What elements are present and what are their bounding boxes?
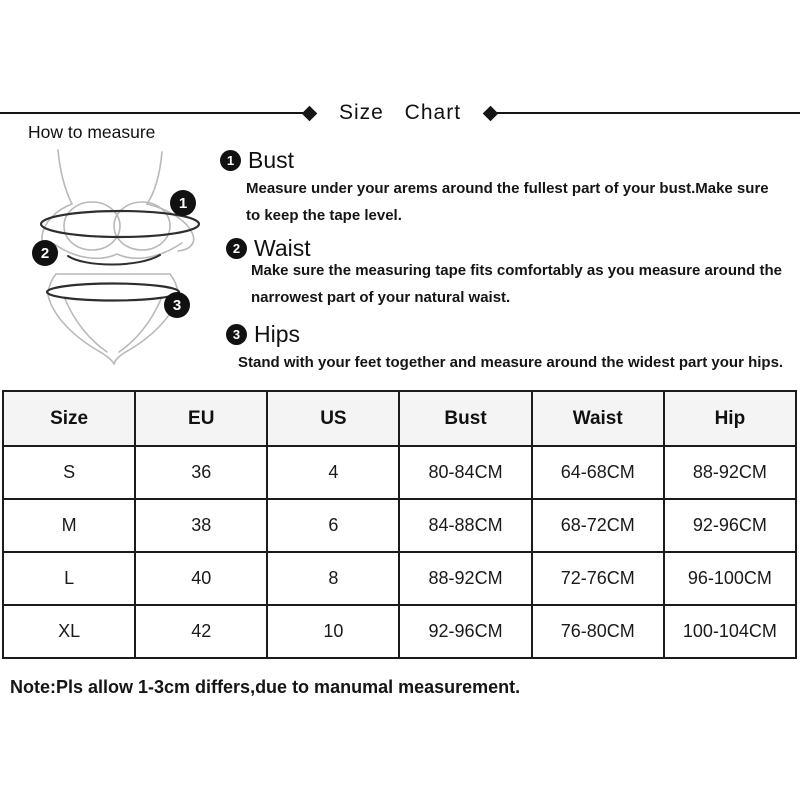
bust-section-description <box>246 175 769 229</box>
bikini-measurement-illustration <box>20 146 224 378</box>
cell: 6 <box>267 499 399 552</box>
size-table-header-row <box>3 391 796 446</box>
cell: 80-84CM <box>399 446 531 499</box>
cell: 76-80CM <box>532 605 664 658</box>
cell: 4 <box>267 446 399 499</box>
header-cell-bust: Bust <box>399 391 531 446</box>
waist-number-badge-icon: 2 <box>226 238 247 259</box>
header-cell-us: US <box>267 391 399 446</box>
size-table <box>2 390 797 659</box>
cell: 92-96CM <box>399 605 531 658</box>
cell: 42 <box>135 605 267 658</box>
bust-badge-1-number: 1 <box>178 195 188 212</box>
cell: 88-92CM <box>664 446 796 499</box>
diamond-icon-left <box>302 105 318 121</box>
header-cell-size: Size <box>3 391 135 446</box>
cell: 88-92CM <box>399 552 531 605</box>
waist-section-title: Waist <box>254 235 311 261</box>
hips-section-heading <box>226 321 300 348</box>
title-divider-right <box>496 112 800 114</box>
cell: 92-96CM <box>664 499 796 552</box>
table-row-m <box>3 499 796 552</box>
header-cell-waist: Waist <box>532 391 664 446</box>
header-cell-hip: Hip <box>664 391 796 446</box>
measurement-note: Note:Pls allow 1-3cm differs,due to manumal measurement. <box>10 677 521 697</box>
title-divider-left <box>0 112 304 114</box>
waist-badge-2-number: 2 <box>40 245 50 262</box>
cell: S <box>3 446 135 499</box>
bust-section-heading <box>220 147 294 174</box>
hip-measure-line <box>47 284 179 301</box>
bust-number-badge-icon: 1 <box>220 150 241 171</box>
table-row-l <box>3 552 796 605</box>
hips-desc-line-1: Stand with your feet together and measure around the widest part your hips. <box>238 354 784 371</box>
cell: 38 <box>135 499 267 552</box>
cell: 10 <box>267 605 399 658</box>
hips-badge-3-number: 3 <box>172 297 182 314</box>
cell: 36 <box>135 446 267 499</box>
waist-desc-line-2: narrowest part of your natural waist. <box>251 289 511 306</box>
bust-desc-line-2: to keep the tape level. <box>246 207 402 224</box>
cell: XL <box>3 605 135 658</box>
table-row-s <box>3 446 796 499</box>
header-cell-eu: EU <box>135 391 267 446</box>
cell: M <box>3 499 135 552</box>
cell: 84-88CM <box>399 499 531 552</box>
hips-section-title: Hips <box>254 321 301 347</box>
illustration-badges <box>32 190 196 318</box>
bikini-bottom-sketch <box>48 274 178 364</box>
how-to-measure-label: How to measure <box>28 122 156 142</box>
cell: 8 <box>267 552 399 605</box>
cell: 72-76CM <box>532 552 664 605</box>
cell: 96-100CM <box>664 552 796 605</box>
waist-section-description <box>251 257 782 311</box>
diamond-icon-right <box>483 105 499 121</box>
cell: 100-104CM <box>664 605 796 658</box>
cell: 40 <box>135 552 267 605</box>
page-title: Size Chart <box>338 101 462 124</box>
bust-desc-line-1: Measure under your arems around the fullest part of your bust.Make sure <box>246 180 769 197</box>
cell: 64-68CM <box>532 446 664 499</box>
bust-section-title: Bust <box>248 147 295 173</box>
table-row-xl <box>3 605 796 658</box>
cell: 68-72CM <box>532 499 664 552</box>
hips-section-description <box>238 349 783 376</box>
cell: L <box>3 552 135 605</box>
waist-desc-line-1: Make sure the measuring tape fits comfortably as you measure around the <box>251 262 782 279</box>
hips-number-badge-icon: 3 <box>226 324 247 345</box>
